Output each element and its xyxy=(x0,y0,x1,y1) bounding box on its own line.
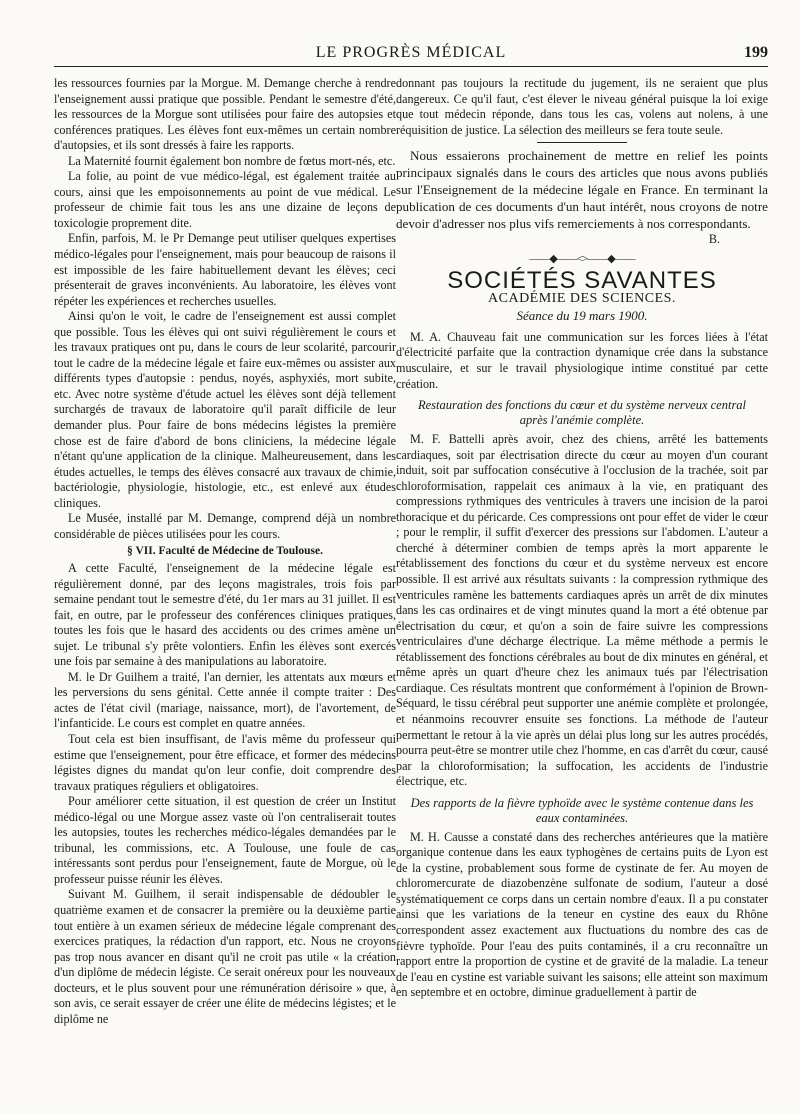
academy-heading: ACADÉMIE DES SCIENCES. xyxy=(488,290,676,306)
paragraph: Ainsi qu'on le voit, le cadre de l'enseignement est aussi complet que possible. Tous les élèves qui ont suivi régulièrement le cours et les travaux pratiques ont pu, dans le cours de leur scolarité, parcourir tout le cadre de la médecine légale et faire eux-mêmes ou assister aux différents types d'autopsie : pendus, noyés, asphyxiés, mort subite, etc. Avec notre système d'étude actuel les élèves sont déjà tellement surchargés de travaux de laboratoire qu'il paraît difficile de leur demander plus. Pour faire de bons médecins légistes la première chose est de faire d'abord de bons cliniciens, la médecine légale n'étant qu'une application de la clinique. Malheureusement, dans les études actuelles, le temps des élèves consacré aux travaux de chimie, bactériologie, physiologie, histologie, etc., est enlevé aux études cliniques. xyxy=(54,309,396,510)
signature-line xyxy=(396,232,768,248)
signature: B. xyxy=(708,232,720,247)
subject-title: Des rapports de la fièvre typhoïde avec le système contenue dans les eaux contaminées. xyxy=(410,795,754,825)
paragraph: La Maternité fournit également bon nombre de fœtus mort-nés, etc. xyxy=(68,153,396,168)
paragraph: Suivant M. Guilhem, il serait indispensable de dédoubler le quatrième examen et de consacrer la première ou la deuxième partie tout entière à un examen sérieux de médecine légale comprenant des exercices pratiques, la rédaction d'un rapport, etc. Nous ne croyons pas trop nous avancer en disant qu'il ne croit pas utile « la création d'un diplôme de médecin légiste. Ce serait onéreux pour les nouveaux docteurs, et le plus souvent pour une rémunération dérisoire » que, à son avis, ce serait essayer de créer une élite de médecins légistes; et le diplôme ne xyxy=(54,887,396,1026)
paragraph: A cette Faculté, l'enseignement de la médecine légale est régulièrement donné, par des leçons magistrales, trois fois par semaine pendant tout le semestre d'été, du 1er mars au 31 juillet. Il est fait, en outre, par le professeur des conférences cliniques pratiques, toutes les fois que le hasard des accidents ou des crimes amène un sujet. Le tribunal s'y prête volontiers. Enfin les élèves sont exercés une fois par semaine à des manipulations au laboratoire. xyxy=(54,560,396,669)
paragraph: M. A. Chauveau fait une communication sur les forces liées à l'état d'électricité parfaite que la contraction dynamique crée dans la substance musculaire, et sur le travail physiologique intime constitué par cette création. xyxy=(396,329,768,391)
paragraph: Nous essaierons prochainement de mettre en relief les points principaux signalés dans le cours des articles que nous avons publiés sur l'Enseignement de la médecine légale en France. En terminant la publication de ces documents d'un haut intérêt, nous croyons de notre devoir d'adresser nos plus vifs remerciements à nos correspondants. xyxy=(396,148,768,232)
subject-title: Restauration des fonctions du cœur et du système nerveux central après l'anémie complète. xyxy=(417,398,747,428)
paragraph: Pour améliorer cette situation, il est question de créer un Institut médico-légal ou une Morgue assez vaste où l'on centraliserait toutes les autopsies, toutes les recherches médico-légales demandées par le tribunal, les commissions, etc. A Toulouse, une foule de cas intéressants sont perdus pour l'enseignement, faute de Morgue, où le professeur puisse réunir les élèves. xyxy=(54,794,396,886)
paragraph: M. le Dr Guilhem a traité, l'an dernier, les attentats aux mœurs et les perversions du sens génital. Cette année il compte traiter : Des actes de l'état civil (mariage, naissance, mort), de l'avortement, de l'infanticide. Le cours est complet en quatre années. xyxy=(54,669,396,731)
paragraph: Le Musée, installé par M. Demange, comprend déjà un nombre considérable de pièces utilisées pour les cours. xyxy=(54,511,396,541)
divider xyxy=(537,142,627,143)
paragraph: les ressources fournies par la Morgue. M. Demange cherche à rendre l'enseignement aussi pratique que possible. Pendant le semestre d'été, les ressources de la Morgue sont utilisées pour faire des autopsies et conférences pratiques. Les élèves font eux-mêmes un certain nombre d'autopsies, et ils sont dressés à faire les rapports. xyxy=(54,76,396,153)
running-title: LE PROGRÈS MÉDICAL xyxy=(315,44,507,61)
paragraph: Enfin, parfois, M. le Pr Demange peut utiliser quelques expertises médico-légales pour l'enseignement, mais pour beaucoup de raisons il est impossible de les faire habituellement devant les élèves; ceci présenterait de graves inconvénients. Au laboratoire, les élèves vont répéter les expériences et recherches usuelles. xyxy=(54,231,396,308)
left-column xyxy=(54,76,396,1027)
page-header xyxy=(54,44,768,64)
paragraph: La folie, au point de vue médico-légal, est également traitée au cours, ainsi que les empoisonnements au point de vue médical. Le professeur de chimie fait tous les ans une dizaine de leçons de toxicologie proprement dite. xyxy=(54,169,396,230)
section-heading: § VII. Faculté de Médecine de Toulouse. xyxy=(127,545,323,558)
right-column xyxy=(396,76,768,1001)
section-title: SOCIÉTÉS SAVANTES xyxy=(447,267,717,295)
paragraph: M. H. Causse a constaté dans des recherches antérieures que la matière organique contenue dans les eaux typhogènes de certains puits de Lyon est de la cystine, probablement sous forme de cystinate de fer. Au moyen de chloromercurate de diazobenzène sulfonate de sodium, l'auteur a dosé systématiquement ce corps dans un certain nombre d'eaux. Il a pu constater ainsi que les variations de la teneur en cystine des eaux du Rhône correspondent assez exactement aux fluctuations du nombre des cas de fièvre typhoïde. Pour l'eau des puits contaminés, il a cru reconnaître un rapport entre la proportion de cystine et de gravité de la maladie. La teneur de l'eau en cystine est variable suivant les saisons; elle atteint son maximum en septembre et en octobre, diminue graduellement à partir de xyxy=(396,829,768,1000)
ornament-divider: ——◆——<>——◆—— xyxy=(529,252,635,265)
paragraph: M. F. Battelli après avoir, chez des chiens, arrêté les battements cardiaques, soit par électrisation directe du cœur au moyen d'un courant induit, soit par suffocation consécutive à l'occlusion de la trachée, soit par chloroformisation, rappelait ces animaux à la vie, en pratiquant des compressions rythmiques des ventricules à travers une incision de la paroi thoracique et du péricarde. Ces compressions ont pour effet de vider le cœur ; pour le remplir, il suffit d'exercer des pressions sur l'abdomen. L'auteur a cherché à déterminer combien de temps après la mort apparente le rétablissement des fonctions du cœur et du système nerveux est encore possible. Il est arrivé aux résultats suivants : la compression rythmique des ventricules ramène les battements cardiaques après un arrêt de dix minutes dans les cas ordinaires et de vingt minutes quand la mort a été obtenue par électrisation du cœur, et qu'on a soin de faire suivre les compressions ventriculaires d'une décharge électrique. La même méthode a permis le rétablissement des fonctions cérébrales au bout de dix minutes en général, et même après un quart d'heure chez les animaux tués par l'électrisation cardiaque. Ces résultats montrent que conformément à l'opinion de Brown-Séquard, le tissu cérébral peut supporter une anémie complète et prolongée, et néanmoins recouvrer ensuite ses fonctions. La méthode de l'auteur permettant le retour à la vie après un délai plus long sur les autres procédés, pourra peut-être se montrer utile chez l'homme, en cas d'arrêt du cœur, causé par la chloroformisation; la suffocation, les accidents de l'industrie électrique, etc. xyxy=(396,432,768,789)
session-date: Séance du 19 mars 1900. xyxy=(516,308,648,324)
header-rule xyxy=(54,66,768,67)
paragraph: donnant pas toujours la rectitude du jugement, ils ne seraient que plus dangereux. Ce qu'il faut, c'est élever le niveau général puisque la loi exige que tout médecin réponde, dans tous les cas, volens aut nolens, à une réquisition de justice. La sélection des meilleurs se fera toute seule. xyxy=(396,76,768,137)
paragraph: Tout cela est bien insuffisant, de l'avis même du professeur qui estime que l'enseignement, pour être efficace, et former des médecins légistes dignes du mandat qu'on leur confie, doit comprendre des travaux pratiques réguliers et obligatoires. xyxy=(54,731,396,793)
page-number: 199 xyxy=(744,44,768,61)
